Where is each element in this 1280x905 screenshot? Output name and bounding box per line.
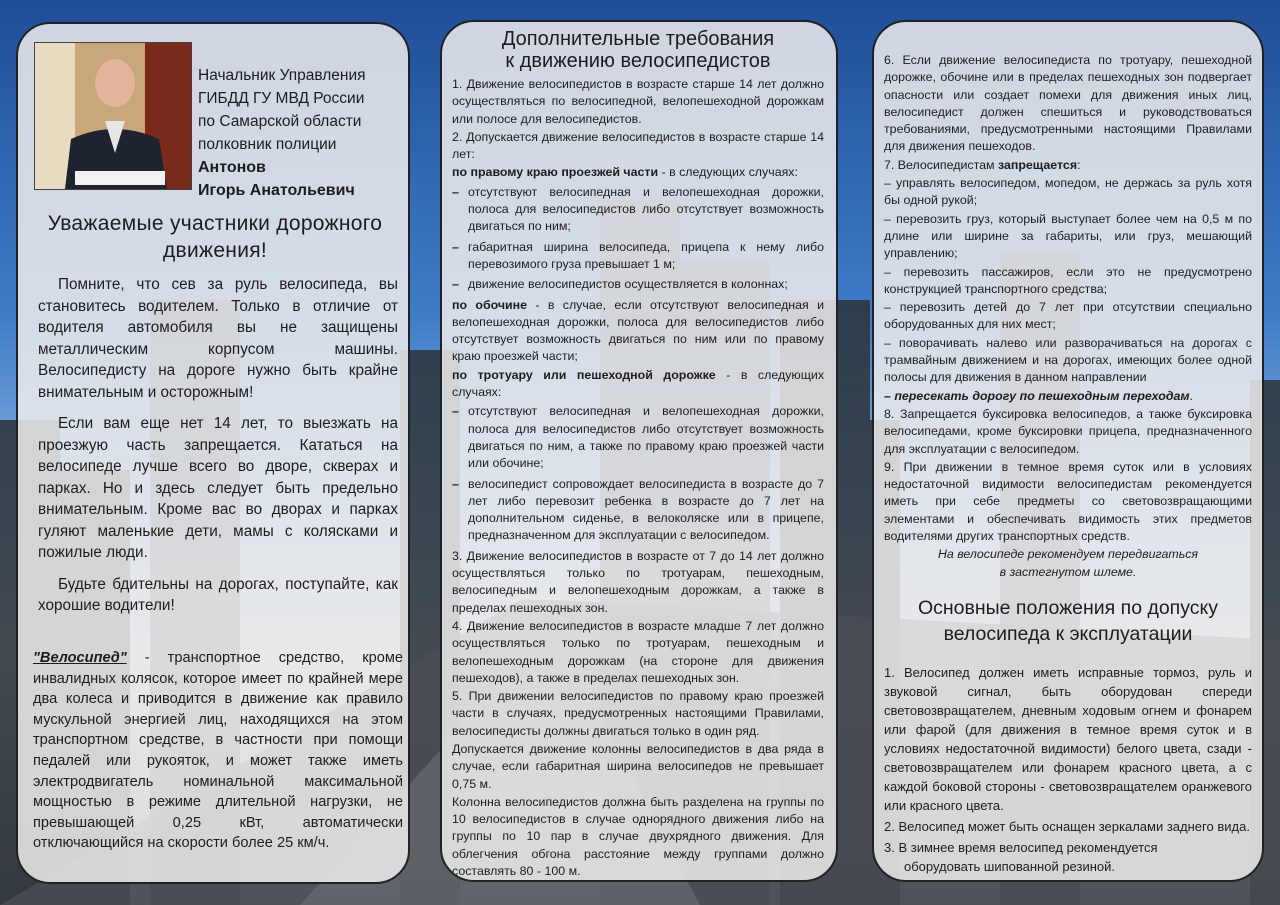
title-line: к движению велосипедистов (505, 50, 771, 72)
rule-paragraph: 3. Движение велосипедистов в возрасте от 7 до 14 лет должно осуществляться только по тротуарам, пешеходным, велосипедным и велопешеходным дорожкам, а также в пределах пешеходных зон. (452, 548, 824, 615)
rule-paragraph: 5. При движении велосипедистов по правому краю проезжей части в случаях, предусмотренных настоящими Правилами, велосипедисты должны двигаться только в один ряд. (452, 689, 824, 738)
dash-bullet-icon: – (452, 476, 459, 491)
list-item-text: габаритная ширина велосипеда, прицепа к нему либо перевозимого груза превышает 1 м; (468, 239, 824, 271)
subheading-bold: по тротуару или пешеходной дорожке (452, 367, 716, 382)
list-item-text: велосипедист сопровождает велосипедиста в возрасте до 7 лет либо перевозит ребенка в возрасте до 7 лет на дополнительном сиденье, в велоколяске или в прицепе, предназначенном для эксплуатации с велосипедом. (468, 476, 824, 543)
panel-chief-address (16, 22, 410, 884)
chief-title-line: ГИБДД ГУ МВД России (198, 90, 365, 107)
list-item (452, 184, 824, 236)
prohibition-item-emphasis: – пересекать дорогу по пешеходным переходам (884, 388, 1190, 403)
prohibition-item: – перевозить пассажиров, если это не предусмотрено конструкцией транспортного средства; (884, 264, 1252, 296)
dash-bullet-icon: – (452, 184, 459, 199)
chief-rank: полковник полиции (198, 136, 337, 153)
helmet-line: На велосипеде рекомендуем передвигаться (937, 547, 1199, 562)
prohibition-item (884, 388, 1252, 405)
subheading-rest: - в следующих случаях: (658, 165, 798, 180)
list-item (452, 239, 824, 274)
greeting-line: Уважаемые участники дорожного (47, 212, 383, 235)
equipment-title (884, 595, 1252, 647)
greeting-line: движения! (162, 239, 268, 262)
list-item-text: отсутствуют велосипедная и велопешеходная дорожки, полоса для велосипедистов либо отсутствует возможность двигаться по ним; (468, 184, 824, 234)
dash-bullet-icon: – (452, 404, 459, 419)
address-paragraph: Помните, что сев за руль велосипеда, вы становитесь водителем. Только в отличие от водителя автомобиля вы не защищены металлическим корпусом машины. Велосипедисту на дороге нужно быть крайне внимательным и осторожным! (38, 276, 398, 401)
rule-paragraph: 1. Велосипед должен иметь исправные тормоз, руль и звуковой сигнал, быть оборудован спереди световозвращателем, дневным ходовым огнем и фонарем или фарой (для движения в темное время суток и в условиях недостаточной видимости) белого цвета, сзади - световозвращателем или фонарем красного цвета, а с каждой боковой стороны - световозвращателем оранжевого или красного цвета. (884, 664, 1252, 813)
subheading-rest: - в следующих случаях: (452, 367, 825, 400)
list-item-text: движение велосипедистов осуществляется в колоннах; (468, 277, 788, 292)
chief-title-line: Начальник Управления (198, 67, 366, 84)
prohibition-item-dot: . (1189, 388, 1193, 403)
requirements-text (452, 76, 824, 880)
definition-text: - транспортное средство, кроме инвалидных колясок, которое имеет по крайней мере два колеса и приводится в движение как правило мускульной энергией лиц, находящихся на этом транспортном средстве, в частности при помощи педалей или рукояток, и может также иметь электродвигатель номинальной максимальной мощностью в режиме длительной нагрузки, не превышающей 0,25 кВт, автоматически отключающийся на скорости более 25 км/ч. (33, 650, 403, 852)
helmet-line: в застегнутом шлеме. (999, 564, 1137, 579)
rule-paragraph: Колонна велосипедистов должна быть разделена на группы по 10 велосипедистов в случае однорядного движения либо на группы по 10 пар в случае двухрядного движения. Для облегчения обгона расстояние между группами должно составлять 80 - 100 м. (452, 794, 824, 879)
rule-paragraph: 9. При движении в темное время суток или в условиях недостаточной видимости велосипедистам рекомендуется иметь при себе предметы со световозвращающими элементами и обеспечивать видимость этих предметов водителями других транспортных средств. (884, 459, 1252, 544)
title-line: велосипеда к эксплуатации (943, 622, 1193, 645)
address-text (38, 274, 398, 627)
greeting-heading (18, 210, 410, 264)
title-line: Дополнительные требования (501, 28, 775, 50)
rule-paragraph: 2. Велосипед может быть оснащен зеркалами заднего вида. (884, 818, 1250, 834)
rule-paragraph (884, 157, 1252, 174)
chief-name: Игорь Анатольевич (198, 182, 355, 199)
rule-paragraph: 2. Допускается движение велосипедистов в возрасте старше 14 лет: (452, 129, 824, 162)
chief-signature-block (198, 64, 408, 202)
rule-paragraph: 6. Если движение велосипедиста по тротуару, пешеходной дорожке, обочине или в пределах пешеходных зон подвергает опасности или создает помехи для движения иных лиц, велосипедист должен спешиться и руководствоваться требованиями, предусмотренными настоящими Правилами для движения пешеходов. (884, 53, 1252, 154)
chief-portrait-photo (34, 42, 192, 190)
rule-paragraph-line: 3. В зимнее время велосипед рекомендуется (884, 839, 1158, 855)
address-paragraph: Будьте бдительны на дорогах, поступайте, как хорошие водители! (38, 575, 398, 614)
rule-subheading (452, 367, 824, 402)
dash-bullet-icon: – (452, 277, 459, 292)
rule-paragraph-line: оборудовать шипованной резиной. (904, 858, 1116, 874)
prohibitions-text (884, 52, 1252, 581)
rule-bold: запрещается (997, 157, 1078, 172)
dash-bullet-icon: – (452, 239, 459, 254)
subheading-rest: - в случае, если отсутствуют велосипедная и велопешеходная дорожки, полоса для велосипедистов либо отсутствует возможность двигаться по ним или по правому краю проезжей части; (452, 297, 824, 364)
list-item (452, 476, 824, 545)
list-item (452, 276, 824, 293)
rule-paragraph: Допускается движение колонны велосипедистов в два ряда в случае, если габаритная ширина велосипедов не превышает 0,75 м. (452, 741, 824, 791)
rule-subheading (452, 297, 824, 366)
requirements-title (452, 28, 824, 72)
rule-lead: 7. Велосипедистам (884, 157, 998, 172)
panel-additional-requirements (440, 20, 838, 882)
rule-paragraph: 1. Движение велосипедистов в возрасте старше 14 лет должно осуществляться по велосипедной, велопешеходной дорожкам или полосе для велосипедистов. (452, 77, 824, 126)
subheading-bold: по обочине (452, 297, 528, 312)
prohibition-item: – управлять велосипедом, мопедом, не держась за руль хотя бы одной рукой; (884, 176, 1252, 208)
prohibition-item: – перевозить детей до 7 лет при отсутствии специально оборудованных для них мест; (884, 300, 1252, 332)
bicycle-definition (33, 648, 403, 854)
title-line: Основные положения по допуску (917, 596, 1219, 619)
rule-paragraph: 8. Запрещается буксировка велосипедов, а также буксировка велосипедами, кроме буксировки прицепа, предназначенного для эксплуатации с велосипедом. (884, 406, 1252, 456)
prohibition-item: – поворачивать налево или разворачиваться на дорогах с трамвайным движением и на дорогах, имеющих более одной полосы для движения в данном направлении (884, 335, 1252, 385)
list-item (452, 403, 824, 472)
address-paragraph: Если вам еще нет 14 лет, то выезжать на проезжую часть запрещается. Кататься на велосипеде лучше всего во дворе, скверах и парках. Но и здесь следует быть предельно внимательным. Кроме вас во дворах и парках гуляют маленькие дети, мамы с колясками и пожилые люди. (38, 415, 398, 561)
definition-term: "Велосипед" (33, 650, 127, 666)
prohibition-item: – перевозить груз, который выступает более чем на 0,5 м по длине или ширине за габариты, или груз, мешающий управлению; (884, 211, 1252, 261)
subheading-bold: по правому краю проезжей части (452, 165, 659, 180)
panel-prohibitions-and-equipment (872, 20, 1264, 882)
helmet-recommendation (884, 546, 1252, 581)
chief-title-line: по Самарской области (198, 113, 362, 130)
chief-surname: Антонов (198, 159, 266, 176)
rule-subheading (452, 164, 824, 181)
rule-paragraph: 4. Движение велосипедистов в возрасте младше 7 лет должно осуществляться только по тротуарам, пешеходным и велопешеходным дорожкам (на стороне для движения пешеходов), а также в пределах пешеходных зон. (452, 618, 824, 685)
rule-colon: : (1077, 157, 1081, 172)
list-item-text: отсутствуют велосипедная и велопешеходная дорожки, полоса для велосипедистов либо отсутствует возможность двигаться по ним, а также по правому краю проезжей части или обочине; (468, 404, 824, 471)
equipment-text (884, 663, 1252, 876)
